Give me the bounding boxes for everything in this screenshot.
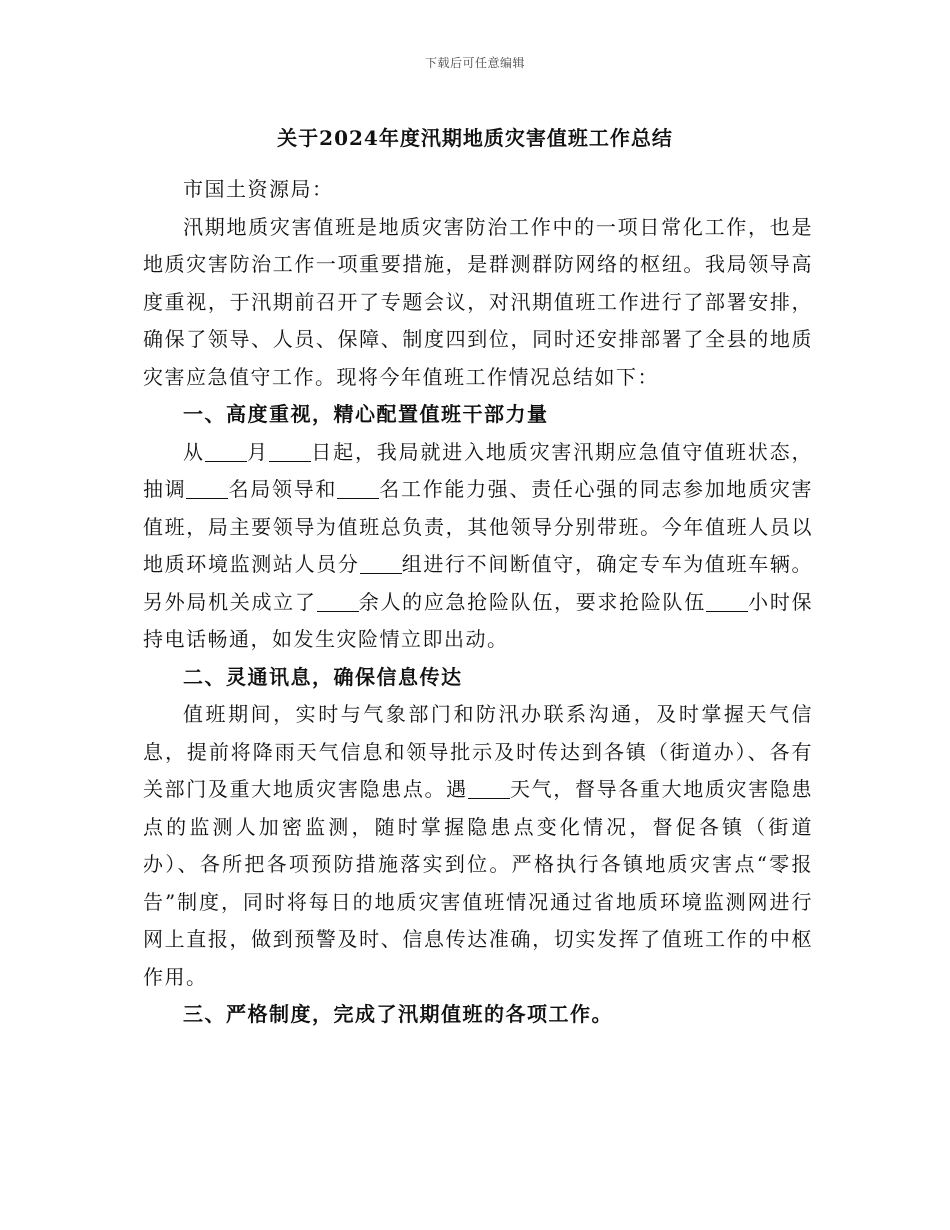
- text-segment: 天气，督导各重大地质灾害隐患点的监测人加密监测，随时掌握隐患点变化情况，督促各镇（街道办）、各所把各项预防措施落实到位。严格执行各镇地质灾害点“零报告”制度，同时将每日的地质灾害值班情况通过省地质环境监测网进行网上直报，做到预警及时、信息传达准确，切实发挥了值班工作的中枢作用。: [143, 777, 814, 989]
- section-3-heading: 三、严格制度，完成了汛期值班的各项工作。: [183, 1002, 613, 1026]
- header-note: 下载后可任意编辑: [424, 56, 525, 70]
- text-segment: 余人的应急抢险队伍，要求抢险队伍: [358, 589, 706, 614]
- text-segment: 日起，我局就进入地质灾害汛期应急值守值班状态，抽调: [143, 439, 814, 501]
- text-segment: 月: [246, 439, 269, 464]
- blank-line: [269, 441, 311, 462]
- blank-line: [205, 441, 247, 462]
- text-segment: 小时保持电话畅通，如发生灾险情立即出动。: [143, 589, 814, 651]
- blank-line: [360, 553, 402, 574]
- text-segment: 值班期间，实时与气象部门和防汛办联系沟通，及时掌握天气信息，提前将降雨天气信息和领导批示及时传达到各镇（街道办）、各有关部门及重大地质灾害隐患点。遇: [143, 702, 813, 801]
- blank-line: [317, 591, 359, 612]
- section-1-paragraph: [143, 434, 813, 659]
- blank-line: [706, 591, 748, 612]
- text-segment: 组进行不间断值守，确定专车为值班车辆。另外局机关成立了: [143, 552, 814, 614]
- salutation: 市国土资源局：: [183, 177, 334, 201]
- text-segment: 名工作能力强、责任心强的同志参加地质灾害值班，局主要领导为值班总负责，其他领导分别带班。今年值班人员以地质环境监测站人员分: [143, 477, 814, 576]
- section-2-paragraph: [143, 696, 813, 996]
- section-2-heading: 二、灵通讯息，确保信息传达: [183, 664, 463, 689]
- text-segment: 从: [183, 439, 205, 464]
- intro-paragraph: 汛期地质灾害值班是地质灾害防治工作中的一项日常化工作，也是地质灾害防治工作一项重要措施，是群测群防网络的枢纽。我局领导高度重视，于汛期前召开了专题会议，对汛期值班工作进行了部署安排，确保了领导、人员、保障、制度四到位，同时还安排部署了全县的地质灾害应急值守工作。现将今年值班工作情况总结如下：: [143, 214, 813, 389]
- blank-line: [186, 478, 228, 499]
- text-segment: 名局领导和: [228, 477, 338, 501]
- blank-line: [468, 778, 510, 799]
- document-body: [143, 171, 813, 1034]
- section-1-heading: 一、高度重视，精心配置值班干部力量: [183, 402, 549, 426]
- blank-line: [337, 478, 379, 499]
- document-title: 关于2024年度汛期地质灾害值班工作总结: [277, 126, 673, 150]
